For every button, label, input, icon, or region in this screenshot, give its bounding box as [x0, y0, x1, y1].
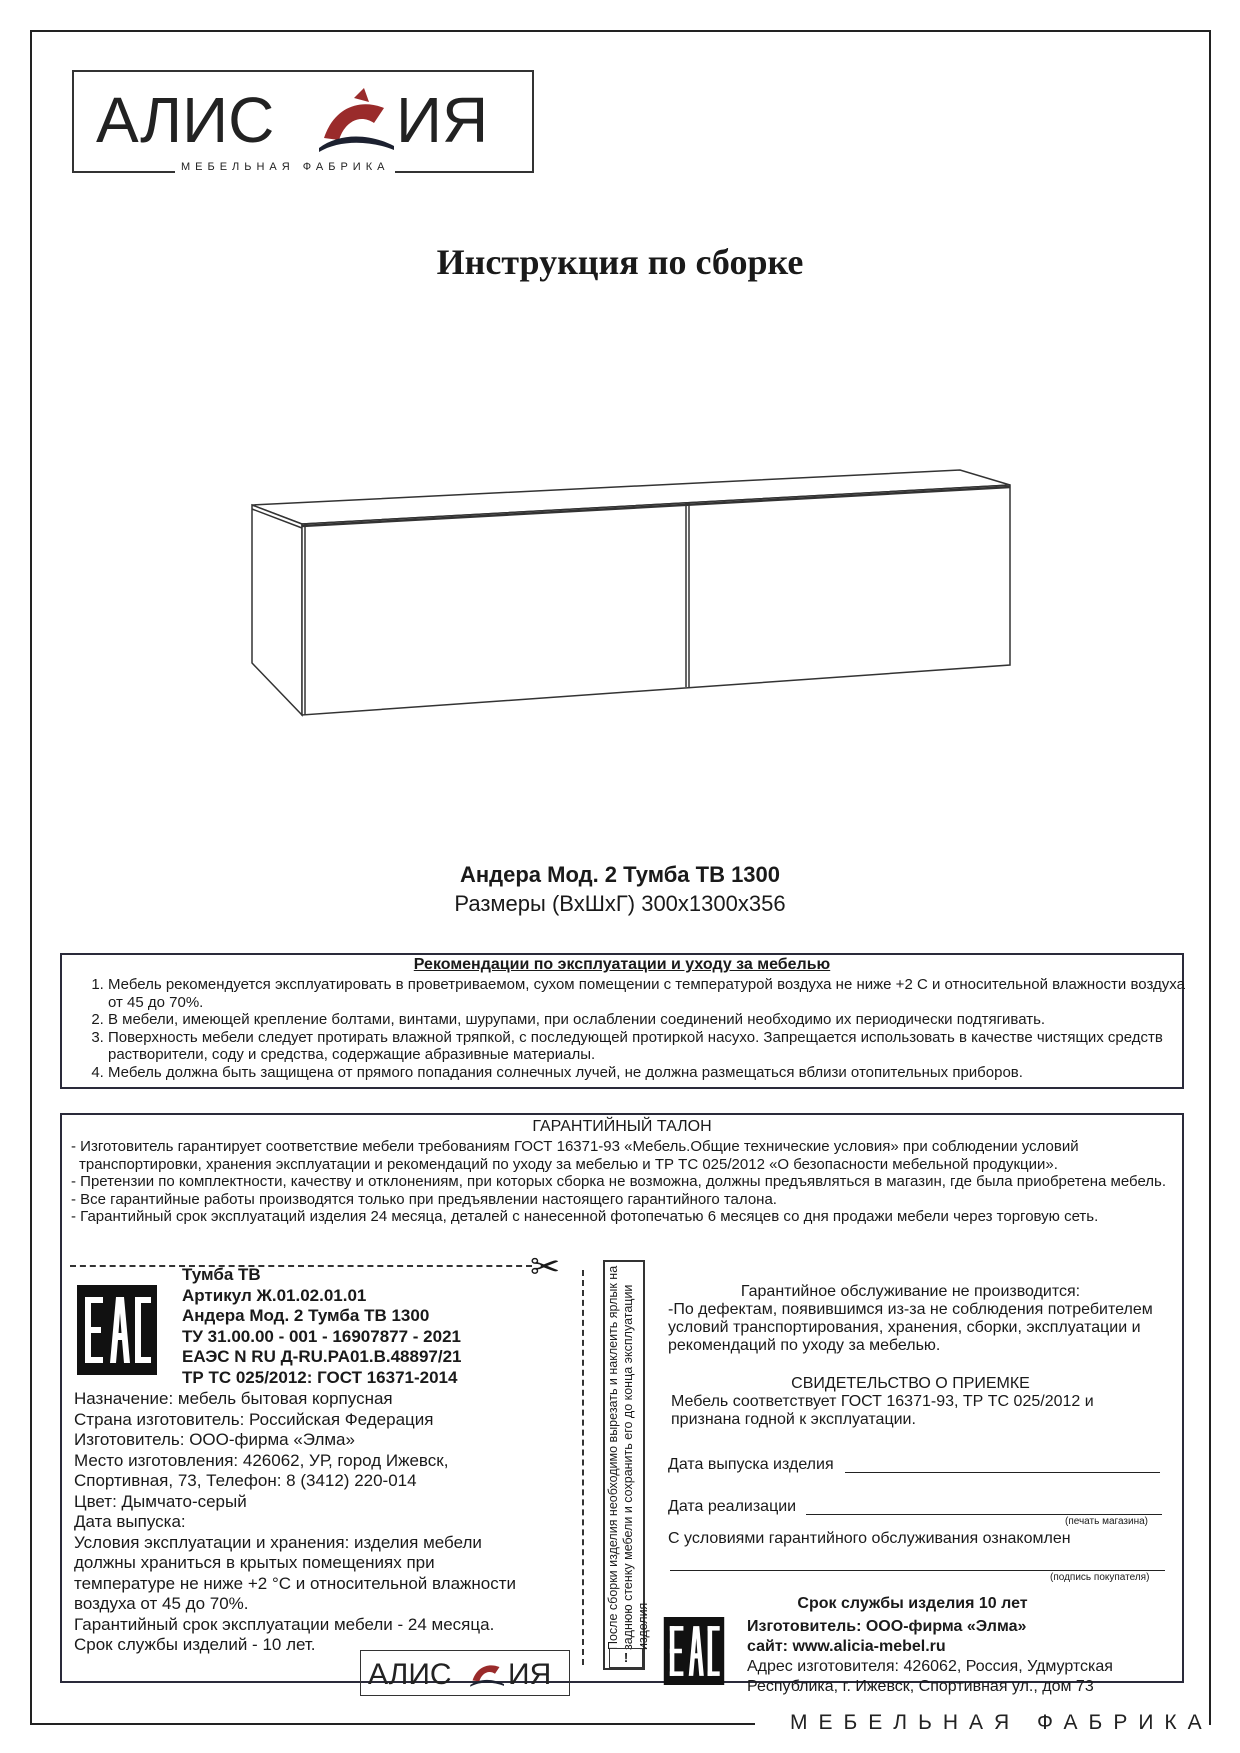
- recommendation-item: 2. В мебели, имеющей крепление болтами, винтами, шурупами, при ослаблении соединений необходимо их периодически подтягивать.: [108, 1011, 1188, 1029]
- label-line: Тумба ТВ: [182, 1265, 261, 1284]
- warranty-item: - Претензии по комплектности, качеству и отклонениям, при которых сборка не возможна, должны предъявляться в магазин, где была приобретена мебель.: [71, 1173, 1167, 1190]
- cabinet-drawing: [240, 465, 1020, 740]
- warranty-title: ГАРАНТИЙНЫЙ ТАЛОН: [532, 1118, 712, 1135]
- label-line: Изготовитель: ООО-фирма «Элма»: [74, 1430, 355, 1449]
- recommendations-title: Рекомендации по эксплуатации и уходу за мебелью: [413, 956, 831, 973]
- svg-text:ИЯ: ИЯ: [508, 1658, 552, 1691]
- recommendation-item: 1. Мебель рекомендуется эксплуатировать в проветриваемом, сухом помещении с температурой воздуха не ниже +2 С и относительной влажности воздуха от 45 до 70%.: [108, 976, 1188, 1011]
- no-service-line: рекомендаций по уходу за мебелью.: [668, 1337, 941, 1354]
- cut-line-vertical: [582, 1270, 584, 1665]
- certificate-line: признана годной к эксплуатации.: [671, 1411, 916, 1428]
- sale-date-label: Дата реализации: [668, 1498, 797, 1515]
- recommendations-list: [88, 976, 1188, 1081]
- scissors-icon: ✂: [530, 1246, 561, 1287]
- product-name: Андера Мод. 2 Тумба ТВ 1300: [459, 862, 781, 887]
- service-life: Срок службы изделия 10 лет: [797, 1595, 1028, 1612]
- label-line: Условия эксплуатации и хранения: изделия мебели: [74, 1532, 482, 1552]
- recommendation-item: 3. Поверхность мебели следует протирать влажной тряпкой, с последующей протиркой насухо. Запрещается использовать в качестве чистящих средств растворители, соду и средства, содержащие абразивные материалы.: [108, 1029, 1188, 1064]
- label-line: Артикул Ж.01.02.01.01: [182, 1285, 367, 1305]
- address-line: Адрес изготовителя: 426062, Россия, Удмуртская: [747, 1658, 1113, 1675]
- no-service-title: Гарантийное обслуживание не производится:: [740, 1283, 1081, 1300]
- logo-subtitle: МЕБЕЛЬНАЯ ФАБРИКА: [175, 161, 395, 173]
- no-service-text: [668, 1301, 1188, 1355]
- warranty-list: [64, 1138, 1180, 1226]
- label-line: Спортивная, 73, Телефон: 8 (3412) 220-014: [74, 1471, 417, 1490]
- label-header: [182, 1265, 462, 1388]
- address-line: Республика, г. Ижевск, Спортивная ул., дом 73: [747, 1678, 1094, 1695]
- label-line: должны храниться в крытых помещениях при: [74, 1553, 435, 1572]
- manufacturer: Изготовитель: ООО-фирма «Элма»: [747, 1618, 1027, 1635]
- label-line: ЕАЭС N RU Д-RU.PA01.B.48897/21: [182, 1347, 462, 1366]
- frame-bottom-line: [30, 1723, 755, 1725]
- label-line: Назначение: мебель бытовая корпусная: [74, 1389, 393, 1408]
- label-line: Срок службы изделий - 10 лет.: [74, 1635, 316, 1654]
- eac-mark-icon: [77, 1285, 157, 1380]
- label-line: Дата выпуска:: [74, 1512, 186, 1531]
- buyer-signature-caption: (подпись покупателя): [1050, 1572, 1150, 1583]
- warranty-item: - Изготовитель гарантирует соответствие мебели требованиям ГОСТ 16371-93 «Мебель.Общие технические условия» при соблюдении условий транспортировки, хранения эксплуатации и рекомендаций по уходу за мебелью и ТР ТС 025/2012 «О безопасности мебельной продукции».: [71, 1138, 1079, 1173]
- manufacturer-address: [747, 1657, 1113, 1697]
- label-line: Место изготовления: 426062, УР, город Ижевск,: [74, 1450, 449, 1470]
- warranty-item: - Все гарантийные работы производятся только при предъявлении настоящего гарантийного талона.: [71, 1190, 777, 1208]
- label-line: ТУ 31.00.00 - 001 - 16907877 - 2021: [182, 1326, 461, 1346]
- company-logo-image: [96, 80, 516, 160]
- no-service-line: условий транспортирования, хранения, сборки, эксплуатации и: [668, 1319, 1141, 1336]
- no-service-line: -По дефектам, появившимся из-за не соблюдения потребителем: [668, 1301, 1153, 1318]
- small-company-logo: [368, 1652, 564, 1697]
- product-dimensions: Размеры (ВхШхГ) 300х1300х356: [454, 891, 786, 916]
- recommendation-item: 4. Мебель должна быть защищена от прямого попадания солнечных лучей, не должна размещаться вблизи отопительных приборов.: [108, 1064, 1188, 1082]
- certificate-text: [671, 1393, 1191, 1429]
- svg-text:АЛИС: АЛИС: [368, 1658, 452, 1691]
- certificate-title: СВИДЕТЕЛЬСТВО О ПРИЕМКЕ: [791, 1375, 1030, 1392]
- release-date-label: Дата выпуска изделия: [668, 1456, 834, 1473]
- label-line: воздуха от 45 до 70%.: [74, 1594, 249, 1613]
- buyer-signature-field[interactable]: [670, 1570, 1165, 1571]
- sale-date-field[interactable]: [806, 1514, 1162, 1515]
- page-title: Инструкция по сборке: [436, 242, 804, 282]
- release-date-field[interactable]: [845, 1472, 1160, 1473]
- footer-text: МЕБЕЛЬНАЯ ФАБРИКА: [790, 1711, 1213, 1734]
- label-body: [74, 1389, 516, 1656]
- label-line: температуре не ниже +2 °С и относительной влажности: [74, 1573, 517, 1593]
- label-line: Гарантийный срок эксплуатации мебели - 24 месяца.: [74, 1614, 495, 1634]
- certificate-line: Мебель соответствует ГОСТ 16371-93, ТР ТС 025/2012 и: [671, 1393, 1094, 1410]
- side-note-text: После сборки изделия необходимо вырезать и наклеить ярлык на заднюю стенку мебели и сохранить его до конца эксплуатации изделия: [606, 1265, 650, 1650]
- svg-text:ИЯ: ИЯ: [396, 84, 489, 156]
- label-line: Страна изготовитель: Российская Федерация: [74, 1409, 434, 1429]
- company-logo: [96, 80, 516, 165]
- label-line: ТР ТС 025/2012: ГОСТ 16371-2014: [182, 1367, 458, 1387]
- svg-text:АЛИС: АЛИС: [96, 84, 275, 156]
- acknowledged-text: С условиями гарантийного обслуживания ознакомлен: [668, 1530, 1071, 1547]
- label-line: Цвет: Дымчато-серый: [74, 1491, 247, 1511]
- label-line: Андера Мод. 2 Тумба ТВ 1300: [182, 1306, 430, 1325]
- warranty-item: - Гарантийный срок эксплуатаций изделия 24 месяца, деталей с нанесенной фотопечатью 6 месяцев со дня продажи мебели через торговую сеть.: [71, 1208, 1099, 1225]
- warning-icon: !: [609, 1648, 643, 1668]
- shop-stamp-caption: (печать магазина): [1065, 1516, 1148, 1527]
- eac-mark-small-icon: [662, 1617, 726, 1690]
- website: сайт: www.alicia-mebel.ru: [747, 1638, 946, 1655]
